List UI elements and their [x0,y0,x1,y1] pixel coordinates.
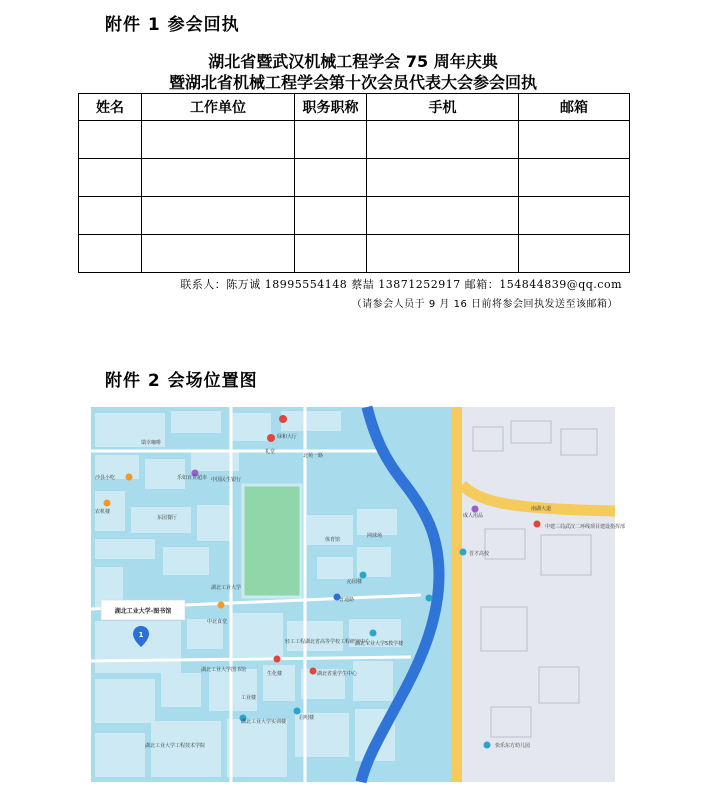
label-adult: 成人用品 [463,513,484,519]
label-gym: 体育馆 [325,537,341,543]
sports-field [243,485,301,597]
deadline-note: （请参会人员于 9 月 16 日前将参会回执发送至该邮箱） [351,299,618,310]
label-kindergarten: 快乐东方幼儿园 [495,743,531,749]
cell-email[interactable] [519,197,630,235]
cell-organization[interactable] [142,197,295,235]
label-school: 晋才高校 [469,551,490,557]
header-phone: 手机 [367,94,519,121]
label-ritual: 礼堂 [265,449,276,455]
table-row [79,159,630,197]
document-title-line2: 暨湖北省机械工程学会第十次会员代表大会参会回执 [168,73,537,92]
poi-icon [484,742,491,749]
document-title-line1: 湖北省暨武汉机械工程学会 75 周年庆典 [208,52,498,71]
poi-icon [370,630,377,637]
cell-position[interactable] [295,159,367,197]
cell-name[interactable] [79,159,142,197]
cell-phone[interactable] [367,197,519,235]
poi-icon [460,549,467,556]
table-row [79,235,630,273]
header-organization: 工作单位 [142,94,295,121]
pin-number: 1 [138,631,144,639]
label-science: 湖北工业大学实训楼 [241,719,287,725]
label-shop: 沙县小吃 [95,475,116,481]
attachment1-heading: 附件 1 参会回执 [105,15,240,35]
label-network: 网球场 [367,533,383,539]
poi-icon [279,415,287,423]
header-email: 邮箱 [519,94,630,121]
contact-line: 联系人：陈万诚 18995554148 蔡喆 13871252917 邮箱：154844839@qq.com [180,278,622,291]
poi-icon [104,500,111,507]
cell-organization[interactable] [142,235,295,273]
poi-icon [267,434,275,442]
poi-icon [472,506,479,513]
label-tech: 湖北工业大学工程技术学院 [145,743,206,749]
poi-icon [534,521,541,528]
label-hbut: 湖北工业大学 [211,585,242,591]
label-plaza: 中建三局武汉二环线项目建设指挥部 [545,524,626,530]
cell-position[interactable] [295,121,367,159]
vertical-road [451,407,462,782]
label-canteen: 东园餐厅 [157,515,178,521]
label-east-avenue: 南湖大道 [531,506,552,512]
label-kiosk: 绿和大厅 [277,434,298,440]
header-position: 职务职称 [295,94,367,121]
table-row [79,121,630,159]
label-live: 生化楼 [267,671,283,677]
poi-icon [274,656,281,663]
label-stadium-east: 沁园楼 [347,579,363,585]
table-header-row [79,94,630,121]
table-row [79,197,630,235]
cell-organization[interactable] [142,159,295,197]
label-bldg-eng: 轻工工程湖北省高等学校工程研究中心 [285,639,371,645]
label-qlb: 启明楼 [299,715,315,721]
cell-phone[interactable] [367,235,519,273]
registration-table [78,93,630,273]
label-lib2: 湖北工业大学图书馆 [201,667,247,673]
cell-phone[interactable] [367,121,519,159]
poi-icon [310,668,317,675]
attachment2-heading: 附件 2 会场位置图 [105,371,258,391]
cell-organization[interactable] [142,121,295,159]
cell-position[interactable] [295,235,367,273]
poi-icon [294,708,301,715]
cell-position[interactable] [295,197,367,235]
cell-email[interactable] [519,235,630,273]
label-center: 中北食堂 [207,619,228,625]
cell-name[interactable] [79,121,142,159]
header-name: 姓名 [79,94,142,121]
label-bldg-c: 湖北省重学生中心 [317,671,358,677]
label-bank: 中国民生银行 [211,477,242,483]
label-south-road: 普通路 [339,597,355,603]
cell-name[interactable] [79,197,142,235]
cell-email[interactable] [519,121,630,159]
label-store: 乐如百货超市 [177,475,208,481]
label-bldg5: 湖北工业大学5教学楼 [355,641,404,647]
poi-icon [218,602,225,609]
venue-map[interactable] [91,407,626,782]
cell-email[interactable] [519,159,630,197]
label-cafe: 瑞幸咖啡 [141,440,162,446]
cell-phone[interactable] [367,159,519,197]
poi-icon [360,572,367,579]
poi-icon [426,595,433,602]
cell-name[interactable] [79,235,142,273]
callout-text: 湖北工业大学-图书馆 [114,608,172,615]
label-agri: 农机楼 [95,509,111,515]
poi-icon [126,474,133,481]
label-labs: 工业楼 [241,695,257,701]
library-callout[interactable] [101,600,185,620]
label-north-road: 北苑一路 [303,453,324,459]
